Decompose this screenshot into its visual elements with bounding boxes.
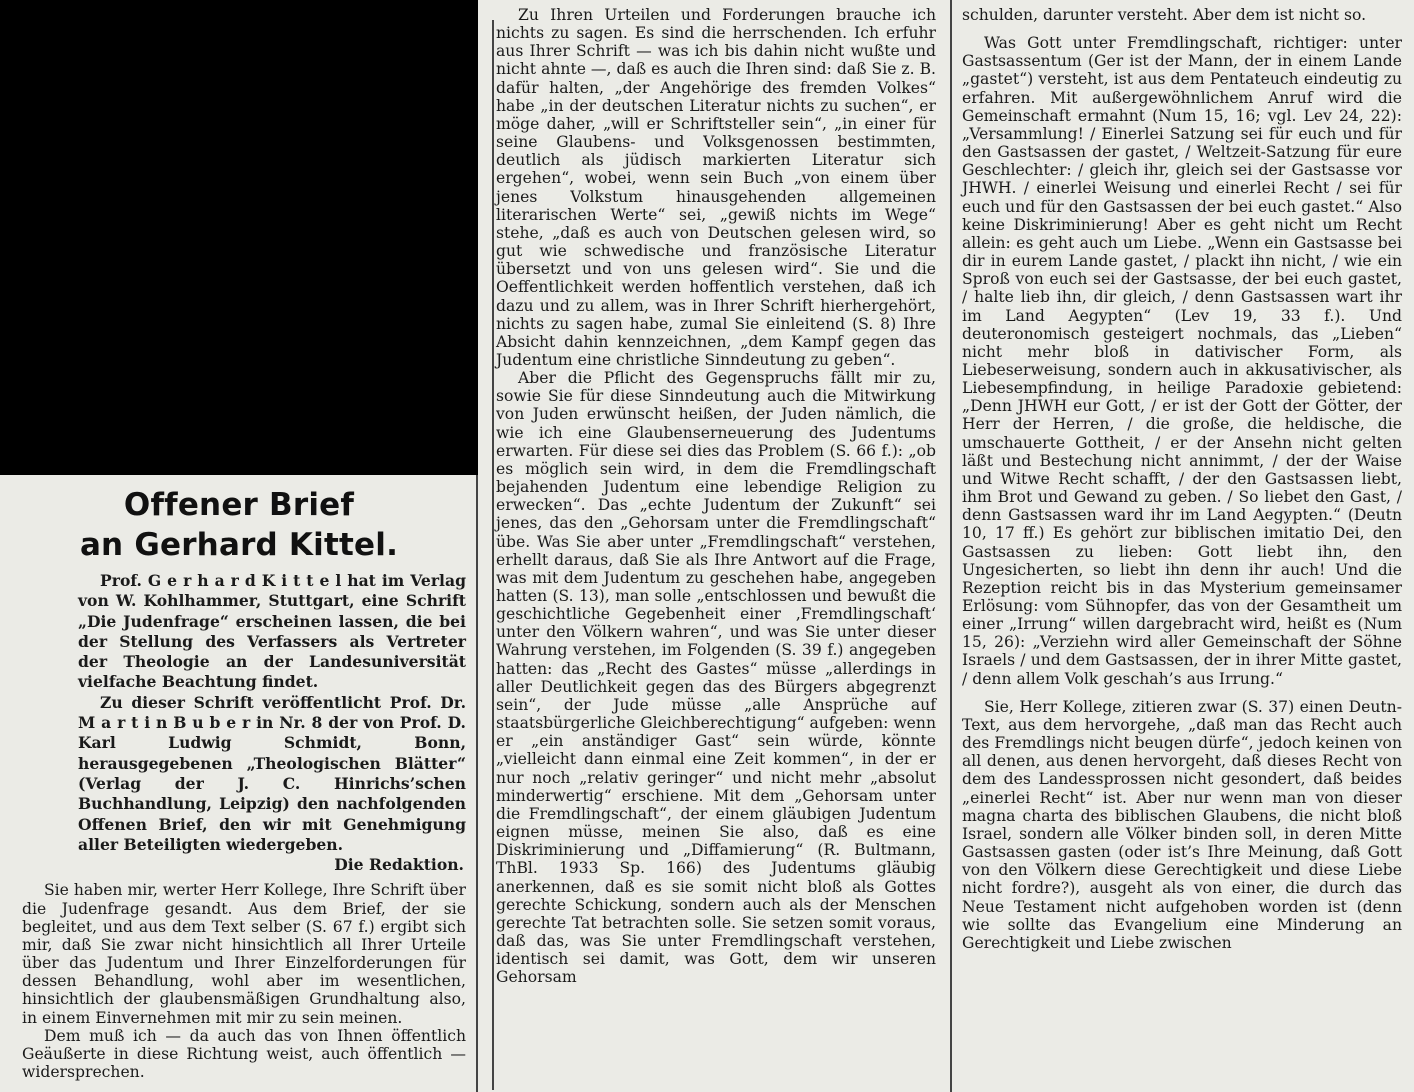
letter-opening	[0, 881, 478, 1081]
body-paragraph: Was Gott unter Fremdlingschaft, richtiger: unter Gastsassentum (Ger ist der Mann, der in einem Lande „gastet“) versteht, ist aus dem Pentateuch eindeutig zu erfahren. Mit außergewöhnlichem Anruf wird die Gemeinschaft ermahnt (Num 15, 16; vgl. Lev 24, 22): „Versammlung! / Einerlei Satzung sei für euch und für den Gastsassen der gastet, / Weltzeit-Satzung für eure Geschlechter: / gleich ihr, gleich sei der Gastsasse vor JHWH. / einerlei Weisung und einerlei Recht / sei für euch und für den Gastsassen der bei euch gastet.“ Also keine Diskriminierung! Aber es geht nicht um Recht allein: es geht auch um Liebe. „Wenn ein Gastsasse bei dir in eurem Lande gastet, / plackt ihn nicht, / wie ein Sproß von euch sei der Gastsasse, der bei euch gastet, / halte lieb ihn, dir gleich, / denn Gastsassen wart ihr im Land Aegypten“ (Lev 19, 33 f.). Und deuteronomisch gesteigert nochmals, das „Lieben“ nicht mehr bloß in dativischer Form, als Liebeserweisung, sondern auch in akkusativischer, als Liebesempfindung, in heilige Paradoxie gebietend: „Denn JHWH eur Gott, / er ist der Gott der Götter, der Herr der Herren, / die große, die heldische, die umschauerte Gottheit, / er der Ansehn nicht gelten läßt und Bestechung nicht annimmt, / der der Waise und Witwe Recht schafft, / der den Gastsassen liebt, ihm Brot und Gewand zu geben. / So liebet den Gast, / denn Gastsassen ward ihr im Land Aegypten.“ (Deutn 10, 17 ff.) Es gehört zur biblischen imitatio Dei, den Gastsassen zu lieben: Gott liebt ihn, den Ungesicherten, so liebt ihn denn ihr auch! Und die Rezeption reicht bis in das Mysterium gemeinsamer Erlösung: vom Sühnopfer, das von der Gesamtheit um einer „Irrung“ willen dargebracht wird, heißt es (Num 15, 26): „Verziehn wird aller Gemeinschaft der Söhne Israels / und dem Gastsassen, der in ihrer Mitte gastet, / denn allem Volk geschah’s aus Irrung.“	[962, 34, 1402, 688]
column-rule	[476, 475, 478, 1092]
body-paragraph: Aber die Pflicht des Gegenspruchs fällt mir zu, sowie Sie für diese Sinndeutung auch die Mitwirkung von Juden erwünscht heißen, der Juden nämlich, die wie ich eine Glaubenserneuerung des Judentums erwarten. Für diese sei dies das Problem (S. 66 f.): „ob es möglich sein wird, in dem die Fremdlingschaft bejahenden Judentum eine lebendige Religion zu erwecken“. Das „echte Judentum der Zukunft“ sei jenes, das den „Gehorsam unter die Fremdlingschaft“ übe. Was Sie aber unter „Fremdlingschaft“ verstehen, erhellt daraus, daß Sie als Ihre Antwort auf die Frage, was mit dem Judentum zu geschehen habe, angegeben hatten (S. 13), man solle „entschlossen und bewußt die geschichtliche Gegebenheit einer ‚Fremdlingschaft‘ unter den Völkern wahren“, und was Sie unter dieser Wahrung verstehen, im Folgenden (S. 39 f.) angegeben hatten: das „Recht des Gastes“ müsse „allerdings in aller Deutlichkeit gegen das des Bürgers abgegrenzt sein“, der Jude müsse „alle Ansprüche auf staatsbürgerliche Gleichberechtigung“ aufgeben: wenn er „ein anständiger Gast“ sein würde, könnte „vielleicht dann einmal eine Zeit kommen“, in der er nur noch „relativ geringer“ und nicht mehr „absolut minderwertig“ erschiene. Mit dem „Gehorsam unter die Fremdlingschaft“, der einem gläubigen Judentum eignen müsse, meinen Sie also, daß es eine Diskriminierung und „Diffamierung“ (R. Bultmann, ThBl. 1933 Sp. 166) des Judentums gläubig anerkennen, daß es sie somit nicht bloß als Gottes gerechte Schickung, sondern auch als der Menschen gerechte Tat betrachten solle. Sie setzen somit voraus, daß das, was Sie unter Fremdlingschaft verstehen, identisch sei damit, was Gott, dem wir unseren Gehorsam	[496, 369, 936, 987]
right-column	[950, 0, 1414, 1092]
body-paragraph: Dem muß ich — da auch das von Ihnen öffentlich Geäußerte in diese Richtung weist, auch öffentlich — widersprechen.	[22, 1026, 466, 1082]
editor-signature: Die Redaktion.	[334, 855, 464, 875]
left-column	[0, 475, 478, 1092]
right-text	[962, 6, 1402, 952]
body-paragraph: Sie haben mir, werter Herr Kollege, Ihre Schrift über die Judenfrage gesandt. Aus dem Brief, der sie begleitet, und aus dem Text selber (S. 67 f.) ergibt sich mir, daß Sie zwar nicht hinsichtlich all Ihrer Urteile über das Judentum und Ihrer Einzelforderungen für dessen Behandlung, wohl aber im wesentlichen, hinsichtlich der glaubensmäßigen Grundhaltung also, in einem Einvernehmen mit mir zu sein meinen.	[22, 881, 466, 1027]
article-title: Offener Brief an Gerhard Kittel.	[79, 487, 399, 563]
intro-paragraph: Prof. G e r h a r d K i t t e l hat im Verlag von W. Kohlhammer, Stuttgart, eine Schrift „Die Judenfrage“ erscheinen lassen, die bei der Stellung des Verfassers als Vertreter der Theologie an der Landesuniversität vielfache Beachtung findet.	[78, 571, 466, 692]
column-rule	[950, 0, 952, 1092]
intro-paragraph: Zu dieser Schrift veröffentlicht Prof. Dr. M a r t i n B u b e r in Nr. 8 der von Prof. D. Karl Ludwig Schmidt, Bonn, herausgegebenen „Theologischen Blätter“ (Verlag der J. C. Hinrichs’schen Buchhandlung, Leipzig) den nachfolgenden Offenen Brief, den wir mit Genehmigung aller Beteiligten wiedergeben.	[78, 692, 466, 854]
middle-column	[478, 0, 950, 1092]
body-paragraph: Sie, Herr Kollege, zitieren zwar (S. 37) einen Deutn-Text, aus dem hervorgehe, „daß man das Recht auch des Fremdlings nicht beugen dürfe“, jedoch keinen von all denen, aus denen hervorgeht, daß dieses Recht von dem des Landessprossen nicht gesondert, daß beides „einerlei Recht“ ist. Aber nur wenn man von dieser magna charta des biblischen Glaubens, die nicht bloß Israel, sondern alle Völker binden soll, in deren Mitte Gastsassen gasten (oder ist’s Ihre Meinung, daß Gott von den Völkern diese Gerechtigkeit und diese Liebe nicht fordre?), ausgeht als von einer, die durch das Neue Testament nicht aufgehoben worden ist (denn wie sollte das Evangelium eine Minderung an Gerechtigkeit und Liebe zwischen	[962, 697, 1402, 952]
editorial-intro	[0, 571, 478, 855]
middle-text	[496, 6, 936, 986]
body-paragraph: schulden, darunter versteht. Aber dem ist nicht so.	[962, 6, 1367, 24]
column-rule	[492, 20, 494, 1090]
body-paragraph: Zu Ihren Urteilen und Forderungen brauche ich nichts zu sagen. Es sind die herrschenden. Ich erfuhr aus Ihrer Schrift — was ich bis dahin nicht wußte und nicht ahnte —, daß es auch die Ihren sind: daß Sie z. B. dafür halten, „der Angehörige des fremden Volkes“ habe „in der deutschen Literatur nichts zu suchen“, er möge daher, „will er Schriftsteller sein“, „in einer für seine Glaubens- und Volksgenossen bestimmten, deutlich als jüdisch markierten Literatur sich ergehen“, wobei, wenn sein Buch „von einem über jenes Volkstum hinausgehenden allgemeinen literarischen Werte“ sei, „gewiß nichts im Wege“ stehe, „daß es auch von Deutschen gelesen wird, so gut wie schwedische und französische Literatur übersetzt und von uns gelesen wird“. Sie und die Oeffentlichkeit werden hoffentlich verstehen, daß ich dazu und zu allem, was in Ihrer Schrift hierhergehört, nichts zu sagen habe, zumal Sie einleitend (S. 8) Ihre Absicht dahin kennzeichnen, „dem Kampf gegen das Judentum eine christliche Sinndeutung zu geben“.	[496, 6, 936, 369]
